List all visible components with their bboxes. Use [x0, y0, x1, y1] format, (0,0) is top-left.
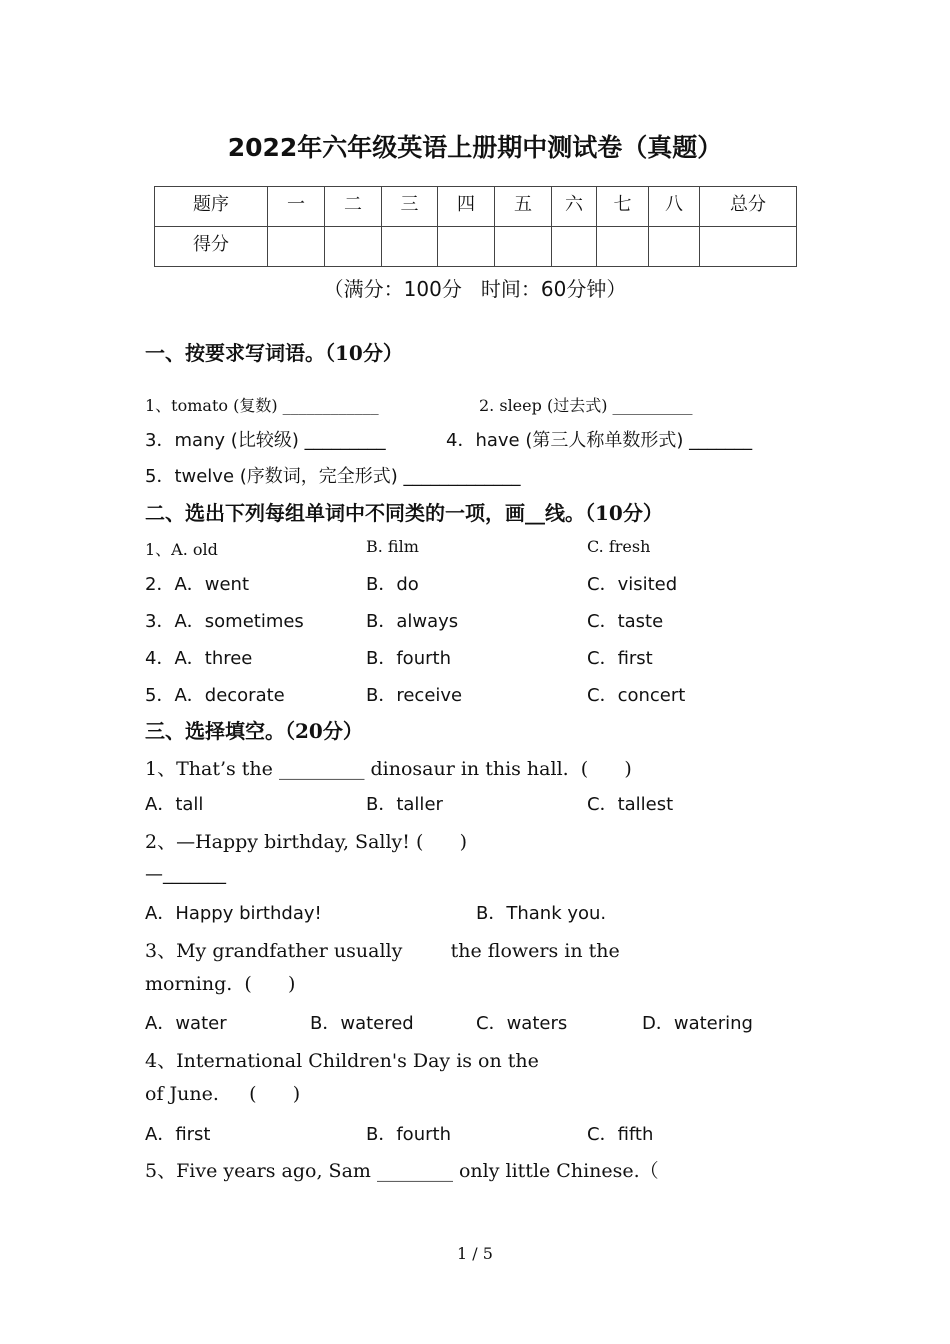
option-b: B．do: [366, 574, 419, 595]
option-c: C．taste: [587, 611, 664, 632]
score-cell: [268, 227, 325, 267]
score-header-cell: 一: [268, 187, 325, 227]
score-cell: [649, 227, 700, 267]
score-cell: [438, 227, 495, 267]
page-title: 2022年六年级英语上册期中测试卷（真题）: [227, 133, 723, 162]
exam-info: （满分：100分 时间：60分钟）: [323, 277, 627, 301]
option-d: D．watering: [642, 1013, 753, 1034]
option-a: 4．A．three: [145, 648, 253, 669]
option-b: B．always: [366, 611, 459, 632]
score-table-header-row: [155, 187, 797, 227]
option-b: B．fourth: [366, 648, 451, 669]
option-c: C．first: [587, 648, 653, 669]
option-c: C．visited: [587, 574, 678, 595]
option-a: 2．A．went: [145, 574, 250, 595]
section1-question: 2. sleep (过去式) __________: [479, 396, 693, 415]
question-1: 1、That’s the _________ dinosaur in this hall. ( ): [145, 758, 632, 780]
score-header-cell: 七: [597, 187, 649, 227]
score-cell: [700, 227, 797, 267]
score-cell: [325, 227, 382, 267]
option-a: 1、A. old: [145, 540, 218, 559]
option-a: A．first: [145, 1124, 211, 1145]
option-b: B．Thank you.: [476, 903, 607, 924]
section1-question: 3．many (比较级) _________: [145, 430, 386, 451]
section3-title: 三、选择填空。（20分）: [145, 719, 363, 743]
score-cell: [552, 227, 597, 267]
option-c: C．fifth: [587, 1124, 654, 1145]
question-4-continued: of June. ( ): [145, 1083, 301, 1105]
section1-question: 5．twelve (序数词，完全形式) _____________: [145, 466, 521, 487]
score-header-cell: 五: [495, 187, 552, 227]
option-c: C．tallest: [587, 794, 674, 815]
question-4: 4、International Children's Day is on the: [145, 1050, 539, 1072]
score-header-cell: 题序: [155, 187, 268, 227]
option-b: B. film: [366, 537, 419, 556]
question-5: 5、Five years ago, Sam ________ only little Chinese.（: [145, 1160, 659, 1182]
option-b: B．receive: [366, 685, 463, 706]
option-a: A．tall: [145, 794, 204, 815]
score-header-cell: 总分: [700, 187, 797, 227]
section1-question: 4．have (第三人称单数形式) _______: [446, 430, 753, 451]
option-b: B．taller: [366, 794, 443, 815]
option-a: 5．A．decorate: [145, 685, 285, 706]
score-header-cell: 二: [325, 187, 382, 227]
section2-title: 二、选出下列每组单词中不同类的一项，画__线。（10分）: [145, 501, 663, 525]
score-header-cell: 六: [552, 187, 597, 227]
score-header-cell: 四: [438, 187, 495, 227]
option-a: A．water: [145, 1013, 227, 1034]
option-b: B．watered: [310, 1013, 414, 1034]
score-header-cell: 八: [649, 187, 700, 227]
question-3-continued: morning. ( ): [145, 973, 296, 995]
score-cell: [382, 227, 438, 267]
option-a: A．Happy birthday!: [145, 903, 322, 924]
page-number: 1 / 5: [457, 1244, 493, 1263]
question-2: 2、—Happy birthday, Sally! ( ): [145, 831, 468, 853]
option-c: C．concert: [587, 685, 686, 706]
option-c: C. fresh: [587, 537, 651, 556]
option-b: B．fourth: [366, 1124, 451, 1145]
score-table-score-row: [155, 227, 797, 267]
score-header-cell: 三: [382, 187, 438, 227]
score-row-label: 得分: [155, 227, 268, 267]
score-table: [154, 186, 797, 267]
option-a: 3．A．sometimes: [145, 611, 304, 632]
score-cell: [597, 227, 649, 267]
score-cell: [495, 227, 552, 267]
question-2-reply: —_______: [145, 864, 226, 885]
option-c: C．waters: [476, 1013, 568, 1034]
section1-question: 1、tomato (复数) ____________: [145, 396, 379, 415]
question-3: 3、My grandfather usually the flowers in the: [145, 940, 620, 962]
section1-title: 一、按要求写词语。（10分）: [145, 341, 403, 365]
